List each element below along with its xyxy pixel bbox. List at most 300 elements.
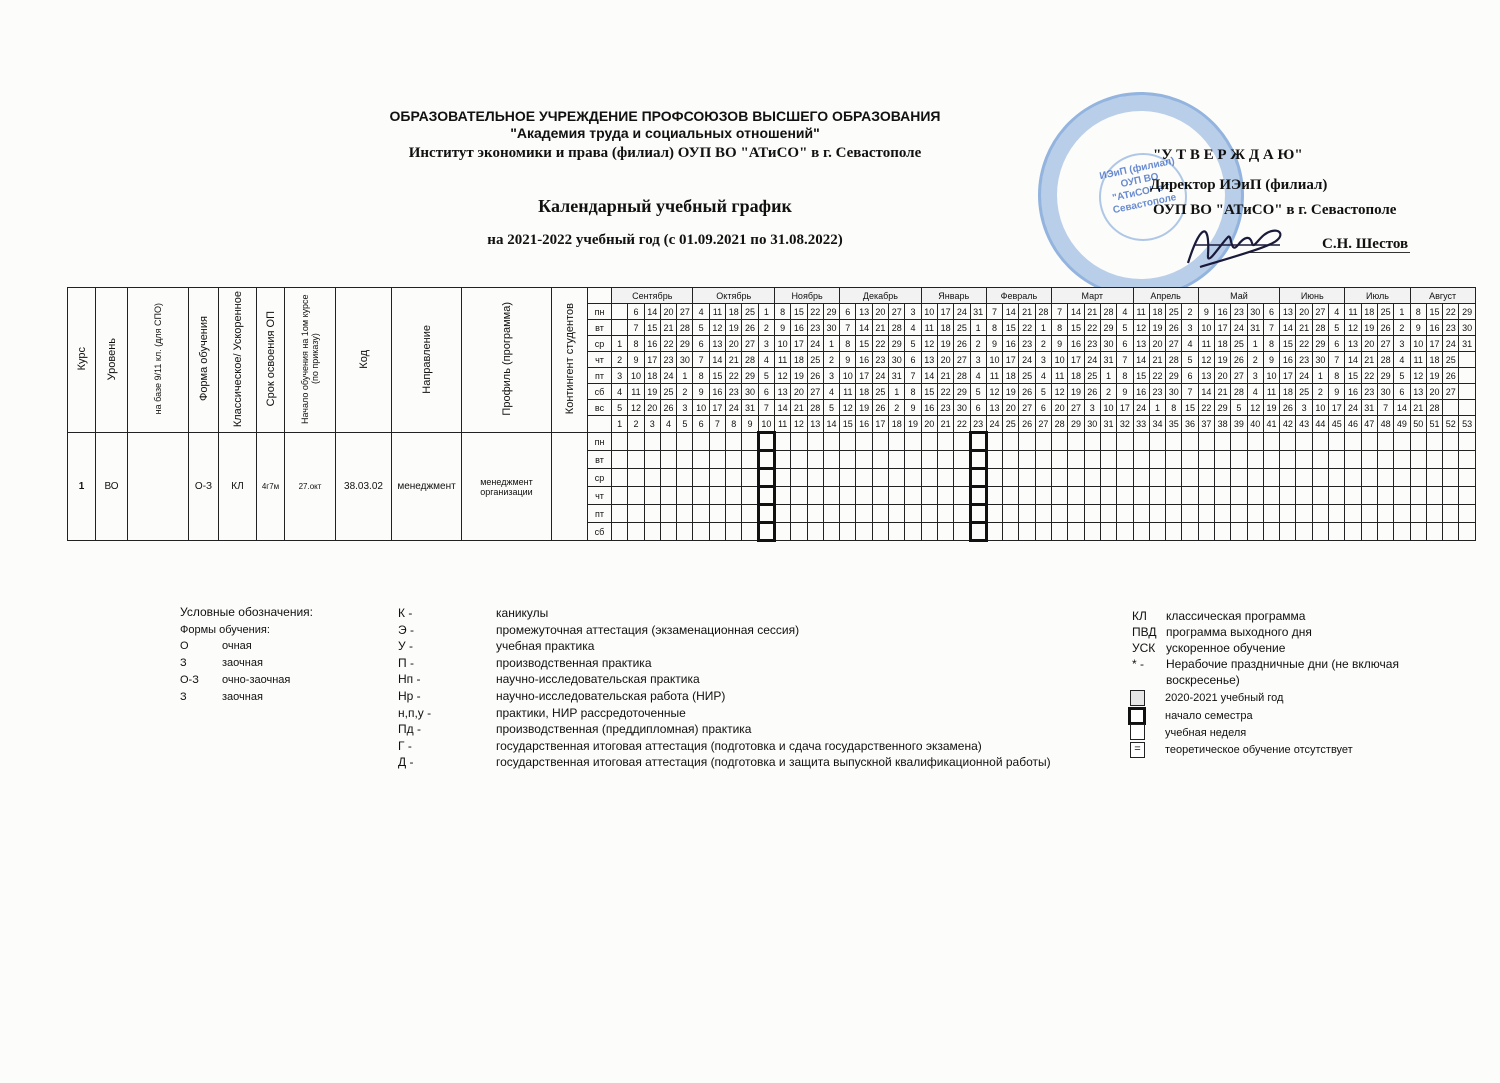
schedule-cell <box>1084 487 1100 505</box>
schedule-cell <box>1410 487 1426 505</box>
schedule-cell <box>726 523 742 541</box>
header-code-label: Код <box>357 349 370 369</box>
date-cell: 17 <box>1329 400 1345 416</box>
date-cell: 25 <box>872 384 888 400</box>
schedule-cell <box>1426 505 1442 523</box>
date-cell: 20 <box>644 400 660 416</box>
date-cell: 14 <box>709 352 725 368</box>
form-label: заочная <box>222 657 263 669</box>
week-number: 51 <box>1426 416 1442 433</box>
schedule-cell <box>1459 469 1475 487</box>
date-cell: 17 <box>1426 336 1442 352</box>
date-cell: 12 <box>1247 400 1263 416</box>
schedule-cell <box>1377 505 1393 523</box>
approval-position: Директор ИЭиП (филиал) <box>1150 177 1328 193</box>
signature <box>1180 215 1290 275</box>
date-cell: 25 <box>954 320 970 336</box>
date-cell: 23 <box>1149 384 1165 400</box>
date-cell: 19 <box>1003 384 1019 400</box>
date-cell: 11 <box>774 352 790 368</box>
date-cell: 26 <box>807 368 823 384</box>
week-number: 15 <box>840 416 856 433</box>
schedule-cell <box>1149 505 1165 523</box>
date-cell: 10 <box>1263 368 1279 384</box>
date-cell: 19 <box>937 336 953 352</box>
date-cell: 8 <box>905 384 921 400</box>
schedule-cell <box>758 469 774 487</box>
date-cell: 25 <box>1296 384 1312 400</box>
date-cell: 4 <box>905 320 921 336</box>
schedule-cell <box>1345 469 1361 487</box>
date-cell: 28 <box>807 400 823 416</box>
schedule-cell <box>1003 451 1019 469</box>
date-cell: 21 <box>1019 304 1035 320</box>
schedule-cell <box>1166 505 1182 523</box>
date-cell: 11 <box>628 384 644 400</box>
date-cell: 8 <box>1329 368 1345 384</box>
week-number: 18 <box>889 416 905 433</box>
week-number: 22 <box>954 416 970 433</box>
month-header: Сентябрь <box>612 288 693 304</box>
schedule-cell <box>1035 505 1051 523</box>
date-cell: 23 <box>1084 336 1100 352</box>
schedule-cell <box>970 487 986 505</box>
date-cell: 6 <box>693 336 709 352</box>
date-cell: 5 <box>758 368 774 384</box>
date-cell: 7 <box>758 400 774 416</box>
date-cell: 20 <box>726 336 742 352</box>
date-cell: 10 <box>921 304 937 320</box>
schedule-cell <box>1149 523 1165 541</box>
schedule-cell <box>1019 469 1035 487</box>
schedule-cell <box>709 433 725 451</box>
schedule-cell <box>1117 451 1133 469</box>
schedule-cell <box>1329 487 1345 505</box>
schedule-cell <box>1361 523 1377 541</box>
program-code: КЛ <box>1132 609 1147 623</box>
program-code: УСК <box>1132 641 1156 655</box>
date-cell: 5 <box>970 384 986 400</box>
schedule-cell <box>872 523 888 541</box>
date-cell: 17 <box>1003 352 1019 368</box>
schedule-cell <box>1459 433 1475 451</box>
date-cell: 8 <box>774 304 790 320</box>
schedule-cell <box>1426 433 1442 451</box>
schedule-cell <box>726 433 742 451</box>
date-cell: 21 <box>791 400 807 416</box>
schedule-cell <box>1426 451 1442 469</box>
schedule-cell <box>774 523 790 541</box>
date-cell: 3 <box>677 400 693 416</box>
schedule-cell <box>840 523 856 541</box>
date-cell: 11 <box>709 304 725 320</box>
date-cell: 15 <box>921 384 937 400</box>
week-number: 1 <box>612 416 628 433</box>
date-cell: 19 <box>644 384 660 400</box>
date-cell: 12 <box>1052 384 1068 400</box>
date-cell: 20 <box>1003 400 1019 416</box>
week-number: 29 <box>1068 416 1084 433</box>
date-cell: 6 <box>1182 368 1198 384</box>
date-cell: 18 <box>1214 336 1230 352</box>
date-cell: 31 <box>1361 400 1377 416</box>
week-number: 39 <box>1231 416 1247 433</box>
schedule-cell <box>1231 451 1247 469</box>
schedule-cell <box>1231 523 1247 541</box>
schedule-cell <box>660 505 676 523</box>
date-cell: 16 <box>921 400 937 416</box>
date-cell: 18 <box>1068 368 1084 384</box>
week-number: 20 <box>921 416 937 433</box>
date-cell: 10 <box>628 368 644 384</box>
schedule-cell <box>937 451 953 469</box>
schedule-cell <box>856 433 872 451</box>
approval-heading: "У Т В Е Р Ж Д А Ю" <box>1153 147 1303 163</box>
schedule-cell <box>742 451 758 469</box>
form-code: З <box>180 691 187 703</box>
schedule-cell <box>1312 469 1328 487</box>
schedule-cell <box>1182 469 1198 487</box>
schedule-cell <box>986 469 1002 487</box>
row-base <box>128 433 189 541</box>
schedule-cell <box>693 523 709 541</box>
date-cell: 25 <box>1166 304 1182 320</box>
date-cell <box>1459 384 1475 400</box>
header-course <box>68 288 96 433</box>
schedule-cell <box>677 433 693 451</box>
schedule-cell <box>644 487 660 505</box>
date-cell: 6 <box>1263 304 1279 320</box>
date-cell: 20 <box>1149 336 1165 352</box>
date-cell: 7 <box>1182 384 1198 400</box>
date-cell: 8 <box>1410 304 1426 320</box>
header-level-label: Уровень <box>105 337 118 381</box>
date-cell: 29 <box>1377 368 1393 384</box>
date-cell: 13 <box>1410 384 1426 400</box>
institution-line-1: ОБРАЗОВАТЕЛЬНОЕ УЧРЕЖДЕНИЕ ПРОФСОЮЗОВ ВЫСШЕГО ОБРАЗОВАНИЯ <box>389 108 941 124</box>
date-cell: 25 <box>1377 304 1393 320</box>
schedule-cell <box>872 487 888 505</box>
schedule-cell <box>709 451 725 469</box>
schedule-cell <box>1100 487 1116 505</box>
date-cell: 3 <box>1182 320 1198 336</box>
schedule-cell <box>1459 523 1475 541</box>
date-cell: 30 <box>1100 336 1116 352</box>
date-cell: 11 <box>1052 368 1068 384</box>
schedule-cell <box>823 505 839 523</box>
schedule-cell <box>921 487 937 505</box>
date-cell: 28 <box>742 352 758 368</box>
schedule-cell <box>954 505 970 523</box>
schedule-cell <box>937 469 953 487</box>
date-cell: 4 <box>758 352 774 368</box>
forms-title: Формы обучения: <box>180 624 270 636</box>
schedule-cell <box>1377 451 1393 469</box>
date-cell: 1 <box>1247 336 1263 352</box>
date-cell: 18 <box>1280 384 1296 400</box>
schedule-cell <box>612 469 628 487</box>
date-cell: 24 <box>726 400 742 416</box>
date-cell: 31 <box>889 368 905 384</box>
schedule-cell <box>1410 523 1426 541</box>
date-cell: 3 <box>1247 368 1263 384</box>
date-cell: 27 <box>1377 336 1393 352</box>
schedule-cell <box>986 487 1002 505</box>
legend-code: Э - <box>398 622 414 637</box>
date-cell: 4 <box>1247 384 1263 400</box>
schedule-cell <box>1426 487 1442 505</box>
schedule-cell <box>1052 451 1068 469</box>
schedule-cell <box>1394 451 1410 469</box>
schedule-cell <box>1084 451 1100 469</box>
institution-name <box>290 108 1040 142</box>
date-cell: 25 <box>1019 368 1035 384</box>
schedule-cell <box>970 505 986 523</box>
date-cell: 5 <box>1329 320 1345 336</box>
date-cell: 8 <box>693 368 709 384</box>
date-cell: 26 <box>872 400 888 416</box>
schedule-cell <box>807 469 823 487</box>
schedule-cell <box>791 523 807 541</box>
date-cell: 20 <box>1361 336 1377 352</box>
schedule-cell <box>840 505 856 523</box>
date-cell: 1 <box>1035 320 1051 336</box>
date-cell: 29 <box>677 336 693 352</box>
schedule-cell <box>1035 523 1051 541</box>
date-cell: 11 <box>986 368 1002 384</box>
date-cell <box>1459 400 1475 416</box>
date-cell: 7 <box>905 368 921 384</box>
date-cell: 26 <box>742 320 758 336</box>
branch-name: Институт экономики и права (филиал) ОУП ВО "АТиСО" в г. Севастополе <box>408 145 922 161</box>
date-cell: 18 <box>644 368 660 384</box>
date-cell: 22 <box>660 336 676 352</box>
schedule-cell <box>1459 451 1475 469</box>
schedule-cell <box>905 433 921 451</box>
schedule-cell <box>1263 523 1279 541</box>
date-cell: 22 <box>1084 320 1100 336</box>
schedule-cell <box>1019 433 1035 451</box>
date-cell: 11 <box>1410 352 1426 368</box>
date-cell: 2 <box>1312 384 1328 400</box>
form-label: заочная <box>222 691 263 703</box>
week-number: 25 <box>1003 416 1019 433</box>
schedule-cell <box>677 523 693 541</box>
date-cell: 10 <box>840 368 856 384</box>
schedule-cell <box>1329 469 1345 487</box>
schedule-cell <box>1247 433 1263 451</box>
legend-week-label: учебная неделя <box>1165 727 1247 739</box>
date-cell: 13 <box>856 304 872 320</box>
schedule-cell <box>758 523 774 541</box>
date-cell: 12 <box>709 320 725 336</box>
week-number: 46 <box>1345 416 1361 433</box>
schedule-cell <box>921 451 937 469</box>
date-cell: 29 <box>1166 368 1182 384</box>
schedule-cell <box>693 487 709 505</box>
schedule-cell <box>693 469 709 487</box>
date-cell: 24 <box>1231 320 1247 336</box>
week-number: 27 <box>1035 416 1051 433</box>
date-cell: 8 <box>840 336 856 352</box>
schedule-cell <box>1377 487 1393 505</box>
day-name: пт <box>588 368 612 384</box>
date-cell: 14 <box>1394 400 1410 416</box>
schedule-cell <box>954 433 970 451</box>
legend-code: К - <box>398 606 413 620</box>
schedule-cell <box>921 523 937 541</box>
header-term-label: Срок освоения ОП <box>264 311 277 407</box>
header-start-label: Начало обучения на 1ом курсе (по приказу) <box>300 294 320 424</box>
schedule-cell <box>1377 469 1393 487</box>
stamp-text: ИЭиП (филиал) ОУП ВО "АТиСО" в г. Севастополе <box>1098 155 1178 217</box>
schedule-cell <box>1345 451 1361 469</box>
week-number: 4 <box>660 416 676 433</box>
date-cell: 22 <box>1019 320 1035 336</box>
schedule-cell <box>1312 505 1328 523</box>
schedule-cell <box>660 451 676 469</box>
header-code <box>336 288 392 433</box>
schedule-cell <box>1443 451 1459 469</box>
date-cell: 9 <box>693 384 709 400</box>
date-cell: 30 <box>954 400 970 416</box>
schedule-cell <box>774 487 790 505</box>
date-cell: 5 <box>1035 384 1051 400</box>
schedule-cell <box>954 523 970 541</box>
date-cell: 10 <box>1100 400 1116 416</box>
date-cell: 15 <box>1003 320 1019 336</box>
date-cell: 28 <box>1166 352 1182 368</box>
date-cell: 22 <box>1198 400 1214 416</box>
schedule-cell <box>726 505 742 523</box>
schedule-cell <box>791 487 807 505</box>
schedule-cell <box>1443 433 1459 451</box>
schedule-cell <box>677 451 693 469</box>
header-direction <box>392 288 462 433</box>
schedule-cell <box>872 451 888 469</box>
schedule-cell <box>1198 505 1214 523</box>
schedule-cell <box>1410 505 1426 523</box>
schedule-cell <box>1345 505 1361 523</box>
date-cell: 9 <box>1329 384 1345 400</box>
date-cell: 12 <box>921 336 937 352</box>
schedule-cell <box>1280 505 1296 523</box>
date-cell: 1 <box>970 320 986 336</box>
schedule-cell <box>807 523 823 541</box>
date-cell: 16 <box>1280 352 1296 368</box>
program-label: программа выходного дня <box>1166 625 1312 639</box>
date-cell: 17 <box>1068 352 1084 368</box>
schedule-cell <box>1263 505 1279 523</box>
date-cell: 15 <box>1182 400 1198 416</box>
row-day-name: чт <box>588 487 612 505</box>
date-cell: 7 <box>1377 400 1393 416</box>
date-cell: 19 <box>1214 352 1230 368</box>
schedule-cell <box>1166 523 1182 541</box>
schedule-cell <box>1231 487 1247 505</box>
date-cell: 2 <box>970 336 986 352</box>
schedule-cell <box>709 487 725 505</box>
schedule-cell <box>612 451 628 469</box>
date-cell: 7 <box>1052 304 1068 320</box>
schedule-cell <box>1084 469 1100 487</box>
date-cell: 12 <box>1133 320 1149 336</box>
week-number: 37 <box>1198 416 1214 433</box>
schedule-cell <box>1068 433 1084 451</box>
date-cell: 24 <box>1443 336 1459 352</box>
date-cell: 10 <box>1052 352 1068 368</box>
week-number: 13 <box>807 416 823 433</box>
date-cell: 22 <box>937 384 953 400</box>
schedule-cell <box>856 469 872 487</box>
header-form <box>189 288 219 433</box>
date-cell: 3 <box>905 304 921 320</box>
schedule-cell <box>1231 433 1247 451</box>
date-cell: 27 <box>889 304 905 320</box>
date-cell: 21 <box>1410 400 1426 416</box>
schedule-cell <box>1052 487 1068 505</box>
date-cell: 9 <box>774 320 790 336</box>
program-label: Нерабочие праздничные дни (не включая <box>1166 657 1399 671</box>
date-cell: 25 <box>660 384 676 400</box>
date-cell: 3 <box>1035 352 1051 368</box>
date-cell: 22 <box>872 336 888 352</box>
date-cell: 14 <box>1133 352 1149 368</box>
week-number: 49 <box>1394 416 1410 433</box>
date-cell: 3 <box>970 352 986 368</box>
schedule-cell <box>905 505 921 523</box>
schedule-cell <box>758 487 774 505</box>
date-cell: 1 <box>612 336 628 352</box>
legend-code-label: каникулы <box>496 606 549 620</box>
schedule-cell <box>1329 505 1345 523</box>
date-cell <box>612 320 628 336</box>
schedule-cell <box>1345 433 1361 451</box>
date-cell: 3 <box>823 368 839 384</box>
schedule-cell <box>1410 469 1426 487</box>
legend-eq-box: = <box>1130 742 1145 758</box>
schedule-cell <box>807 505 823 523</box>
schedule-cell <box>1443 487 1459 505</box>
schedule-cell <box>1280 451 1296 469</box>
schedule-cell <box>1052 469 1068 487</box>
date-cell: 12 <box>774 368 790 384</box>
schedule-cell <box>644 523 660 541</box>
schedule-cell <box>1247 487 1263 505</box>
schedule-cell <box>986 505 1002 523</box>
date-cell: 16 <box>856 352 872 368</box>
date-cell: 5 <box>1231 400 1247 416</box>
date-cell: 29 <box>889 336 905 352</box>
date-cell: 18 <box>1426 352 1442 368</box>
schedule-cell <box>1280 433 1296 451</box>
date-cell: 26 <box>954 336 970 352</box>
schedule-cell <box>726 487 742 505</box>
schedule-cell <box>1068 487 1084 505</box>
date-cell: 22 <box>1361 368 1377 384</box>
month-header: Апрель <box>1133 288 1198 304</box>
schedule-cell <box>1329 433 1345 451</box>
date-cell: 15 <box>1345 368 1361 384</box>
legend-code-label: научно-исследовательская работа (НИР) <box>496 689 726 703</box>
schedule-cell <box>1117 487 1133 505</box>
week-number: 17 <box>872 416 888 433</box>
date-cell: 22 <box>1149 368 1165 384</box>
date-cell: 21 <box>1296 320 1312 336</box>
schedule-cell <box>791 451 807 469</box>
week-number: 36 <box>1182 416 1198 433</box>
date-cell: 4 <box>1329 304 1345 320</box>
